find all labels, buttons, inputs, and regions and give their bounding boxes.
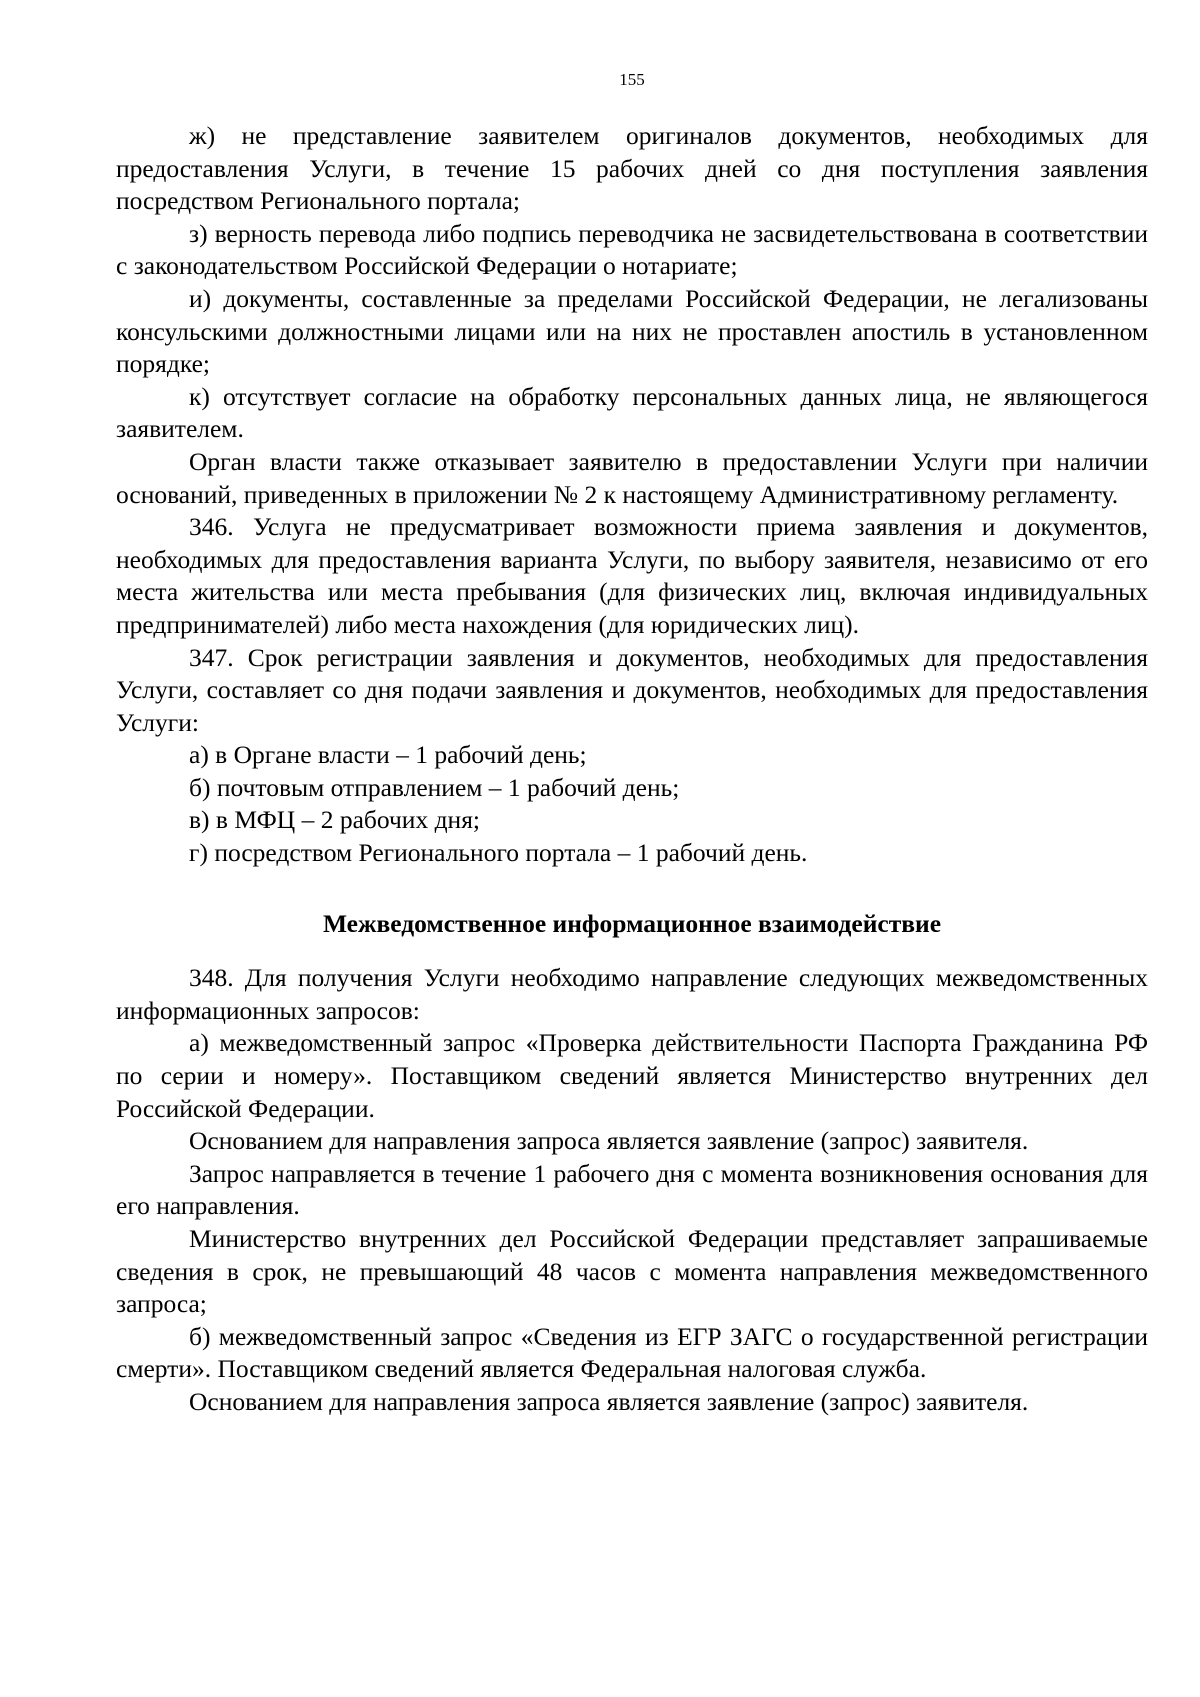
document-body — [116, 120, 1148, 1419]
paragraph-347: 347. Срок регистрации заявления и документов, необходимых для предоставления Услуги, составляет со дня подачи заявления и документов, необходимых для предоставления Услуги: — [116, 642, 1148, 737]
paragraph-request-b: б) межведомственный запрос «Сведения из ЕГР ЗАГС о государственной регистрации смерти». Поставщиком сведений является Федеральная налоговая служба. — [116, 1321, 1148, 1384]
paragraph-mvd-response: Министерство внутренних дел Российской Федерации представляет запрашиваемые сведения в срок, не превышающий 48 часов с момента направления межведомственного запроса; — [116, 1224, 1148, 1319]
paragraph-k: к) отсутствует согласие на обработку персональных данных лица, не являющегося заявителем. — [116, 381, 1148, 444]
list-item-v: в) в МФЦ – 2 рабочих дня; — [189, 805, 481, 835]
paragraph-request-a: а) межведомственный запрос «Проверка действительности Паспорта Гражданина РФ по серии и номеру». Поставщиком сведений является Министерство внутренних дел Российской Федерации. — [116, 1028, 1148, 1123]
paragraph-z: з) верность перевода либо подпись переводчика не засвидетельствована в соответствии с законодательством Российской Федерации о нотариате; — [116, 218, 1148, 281]
list-item-b: б) почтовым отправлением – 1 рабочий день; — [189, 772, 680, 802]
paragraph-i: и) документы, составленные за пределами Российской Федерации, не легализованы консульскими должностными лицами или на них не проставлен апостиль в установленном порядке; — [116, 283, 1148, 379]
paragraph-basis-1: Основанием для направления запроса является заявление (запрос) заявителя. — [189, 1126, 1029, 1156]
section-heading: Межведомственное информационное взаимодействие — [322, 908, 942, 938]
paragraph-348: 348. Для получения Услуги необходимо направление следующих межведомственных информационных запросов: — [116, 963, 1148, 1025]
paragraph-zh: ж) не представление заявителем оригиналов документов, необходимых для предоставления Услуги, в течение 15 рабочих дней со дня поступления заявления посредством Регионального портала; — [116, 121, 1148, 216]
paragraph-basis-2: Основанием для направления запроса является заявление (запрос) заявителя. — [189, 1386, 1029, 1416]
paragraph-timing: Запрос направляется в течение 1 рабочего дня с момента возникновения основания для его направления. — [116, 1158, 1148, 1221]
list-item-a: а) в Органе власти – 1 рабочий день; — [189, 740, 587, 770]
list-item-g: г) посредством Регионального портала – 1 рабочий день. — [189, 838, 808, 868]
paragraph-346: 346. Услуга не предусматривает возможности приема заявления и документов, необходимых для предоставления варианта Услуги, по выбору заявителя, независимо от его места жительства или места пребывания (для физических лиц, включая индивидуальных предпринимателей) либо места нахождения (для юридических лиц). — [116, 512, 1148, 639]
page-number: 155 — [619, 70, 645, 89]
paragraph-refusal-grounds: Орган власти также отказывает заявителю в предоставлении Услуги при наличии оснований, приведенных в приложении № 2 к настоящему Административному регламенту. — [116, 446, 1148, 509]
